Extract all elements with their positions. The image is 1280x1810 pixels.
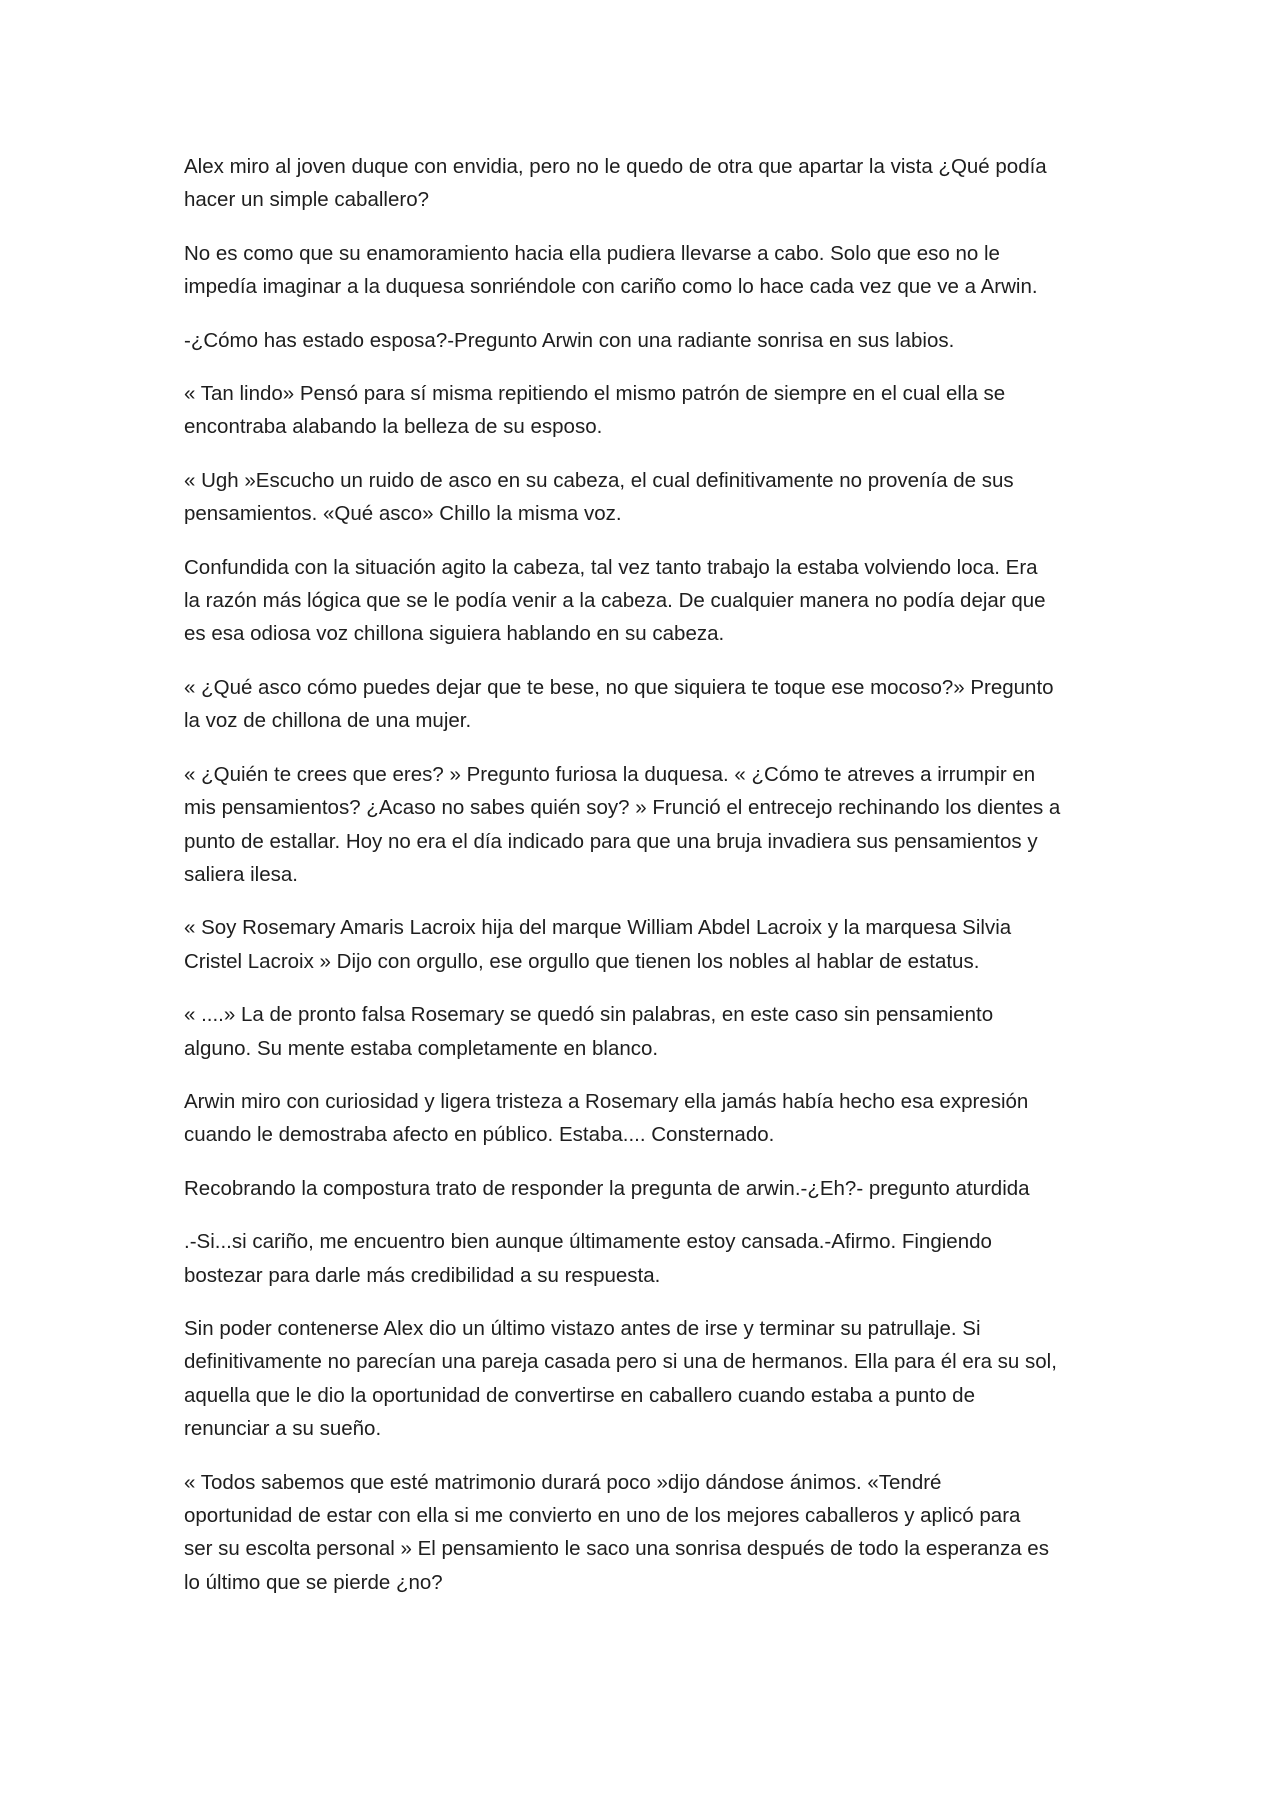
paragraph (184, 1466, 1104, 1600)
text-line: saliera ilesa. (184, 862, 298, 886)
paragraph (184, 324, 1104, 357)
text-line: Confundida con la situación agito la cabeza, tal vez tanto trabajo la estaba volviendo loca. Era (184, 555, 1038, 579)
paragraph (184, 1172, 1104, 1205)
text-line: « ¿Qué asco cómo puedes dejar que te bese, no que siquiera te toque ese mocoso?» Pregunto (184, 675, 1054, 699)
text-line: « Tan lindo» Pensó para sí misma repitiendo el mismo patrón de siempre en el cual ella se (184, 382, 1006, 406)
text-line: impedía imaginar a la duquesa sonriéndole con cariño como lo hace cada vez que ve a Arwin. (184, 275, 1038, 299)
text-line: oportunidad de estar con ella si me convierto en uno de los mejores caballeros y aplicó para (184, 1504, 1021, 1527)
text-line: punto de estallar. Hoy no era el día indicado para que una bruja invadiera sus pensamientos y (184, 829, 1038, 853)
document-body (184, 150, 1104, 1619)
paragraph (184, 464, 1104, 531)
text-line: la voz de chillona de una mujer. (184, 709, 472, 733)
paragraph (184, 1085, 1104, 1152)
paragraph (184, 551, 1104, 651)
text-line: « ¿Quién te crees que eres? » Pregunto furiosa la duquesa. « ¿Cómo te atreves a irrumpir en (184, 762, 1036, 786)
text-line: « Todos sabemos que esté matrimonio durará poco »dijo dándose ánimos. «Tendré (184, 1470, 942, 1494)
text-line: ser su escolta personal » El pensamiento le saco una sonrisa después de todo la esperanza es (184, 1537, 1049, 1561)
text-line: la razón más lógica que se le podía venir a la cabeza. De cualquier manera no podía dejar que (184, 589, 1046, 613)
paragraph (184, 911, 1104, 978)
text-line: .-Si...si cariño, me encuentro bien aunque últimamente estoy cansada.-Afirmo. Fingiendo (184, 1230, 992, 1254)
paragraph (184, 758, 1104, 892)
paragraph (184, 237, 1104, 304)
text-line: es esa odiosa voz chillona siguiera hablando en su cabeza. (184, 622, 725, 646)
text-line: alguno. Su mente estaba completamente en blanco. (184, 1036, 659, 1060)
text-line: « Ugh »Escucho un ruido de asco en su cabeza, el cual definitivamente no provenía de sus (184, 468, 1014, 492)
text-line: definitivamente no parecían una pareja casada pero si una de hermanos. Ella para él era su sol, (184, 1350, 1057, 1374)
text-line: cuando le demostraba afecto en público. Estaba.... Consternado. (184, 1123, 775, 1147)
text-line: mis pensamientos? ¿Acaso no sabes quién soy? » Frunció el entrecejo rechinando los dientes a (184, 796, 1061, 820)
text-line: No es como que su enamoramiento hacia ella pudiera llevarse a cabo. Solo que eso no le (184, 241, 1000, 265)
text-line: Sin poder contenerse Alex dio un último vistazo antes de irse y terminar su patrullaje. Si (184, 1316, 981, 1340)
text-line: aquella que le dio la oportunidad de convertirse en caballero cuando estaba a punto de (184, 1383, 975, 1407)
text-line: Alex miro al joven duque con envidia, pero no le quedo de otra que apartar la vista ¿Qué podía (184, 155, 1047, 178)
text-line: renunciar a su sueño. (184, 1417, 382, 1441)
text-line: « Soy Rosemary Amaris Lacroix hija del marque William Abdel Lacroix y la marquesa Silvia (184, 916, 1012, 940)
text-line: « ....» La de pronto falsa Rosemary se quedó sin palabras, en este caso sin pensamiento (184, 1003, 994, 1027)
paragraph (184, 1225, 1104, 1292)
paragraph (184, 377, 1104, 444)
text-line: bostezar para darle más credibilidad a su respuesta. (184, 1263, 661, 1287)
paragraph (184, 998, 1104, 1065)
text-line: Recobrando la compostura trato de responder la pregunta de arwin.-¿Eh?- pregunto aturdida (184, 1176, 1030, 1200)
paragraph (184, 1312, 1104, 1446)
paragraph (184, 671, 1104, 738)
text-line: -¿Cómo has estado esposa?-Pregunto Arwin con una radiante sonrisa en sus labios. (184, 328, 955, 352)
text-line: Arwin miro con curiosidad y ligera tristeza a Rosemary ella jamás había hecho esa expresión (184, 1089, 1029, 1113)
text-line: lo último que se pierde ¿no? (184, 1570, 443, 1594)
text-line: encontraba alabando la belleza de su esposo. (184, 415, 603, 439)
text-line: pensamientos. «Qué asco» Chillo la misma voz. (184, 502, 622, 526)
text-line: Cristel Lacroix » Dijo con orgullo, ese orgullo que tienen los nobles al hablar de estatus. (184, 949, 980, 973)
paragraph (184, 150, 1104, 217)
text-line: hacer un simple caballero? (184, 188, 429, 212)
